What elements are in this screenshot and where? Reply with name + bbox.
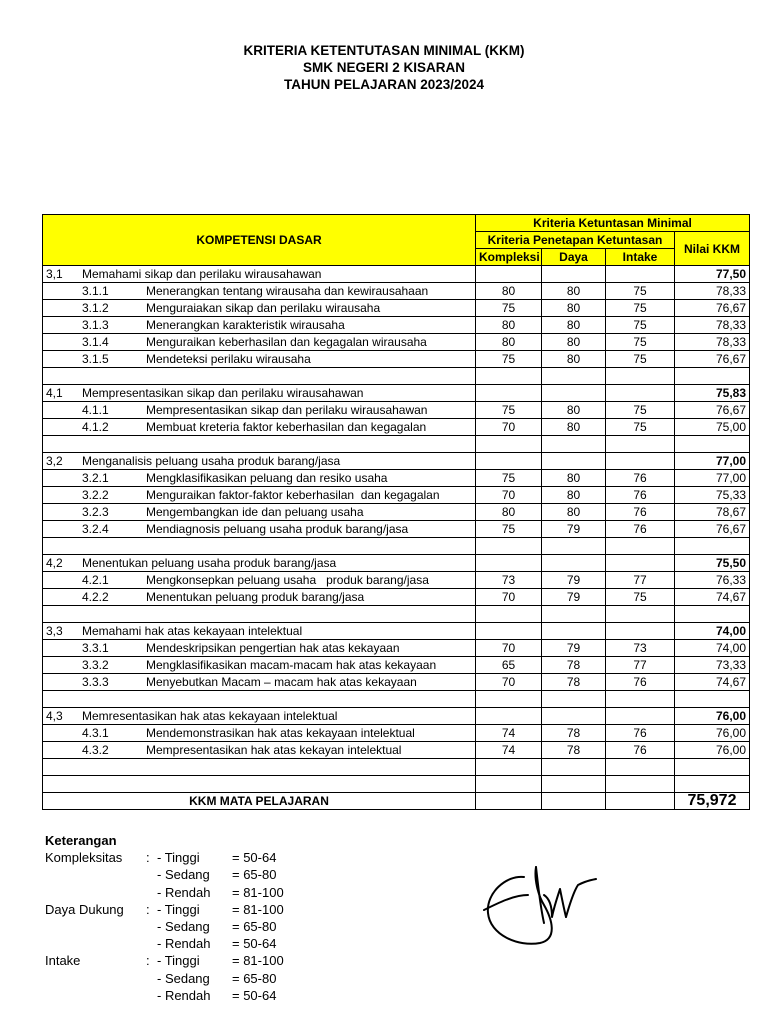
school-year: TAHUN PELAJARAN 2023/2024 [283, 77, 485, 92]
group-row [43, 453, 750, 470]
item-desc: Mempresentasikan sikap dan perilaku wirausahawan [146, 403, 428, 417]
item-number: 3.1.3 [82, 318, 109, 332]
empty-cell [675, 538, 750, 555]
intake-value: 75 [606, 419, 675, 436]
group-title: Mempresentasikan sikap dan perilaku wirausahawan [82, 386, 364, 400]
group-number: 3,3 [46, 624, 63, 638]
empty-cell [606, 368, 675, 385]
empty-cell [542, 266, 606, 283]
table-row [43, 334, 750, 351]
item-cell [43, 419, 476, 436]
item-cell [43, 402, 476, 419]
kompleksi-value: 75 [476, 402, 542, 419]
kompleksi-value: 65 [476, 657, 542, 674]
item-cell [43, 725, 476, 742]
kompleksi-value: 70 [476, 419, 542, 436]
table-row [43, 742, 750, 759]
kompleksi-value: 70 [476, 487, 542, 504]
group-title: Menentukan peluang usaha produk barang/jasa [82, 556, 337, 570]
table-row [43, 589, 750, 606]
empty-cell [606, 436, 675, 453]
empty-cell [542, 555, 606, 572]
item-number: 4.2.1 [82, 573, 109, 587]
item-cell [43, 504, 476, 521]
intake-value: 77 [606, 572, 675, 589]
signature [478, 855, 608, 960]
item-cell [43, 589, 476, 606]
table-row [43, 725, 750, 742]
blank-row [43, 759, 750, 776]
empty-cell [476, 623, 542, 640]
item-number: 3.1.2 [82, 301, 109, 315]
empty-cell [675, 759, 750, 776]
nilai-kkm-value: 78,33 [675, 317, 750, 334]
blank-row [43, 776, 750, 793]
empty-cell [542, 385, 606, 402]
group-number: 3,2 [46, 454, 63, 468]
keterangan-colon: : [146, 953, 150, 969]
empty-cell [476, 266, 542, 283]
item-desc: Mendeteksi perilaku wirausaha [146, 352, 311, 366]
item-number: 3.3.2 [82, 658, 109, 672]
empty-cell [476, 555, 542, 572]
daya-value: 79 [542, 521, 606, 538]
item-desc: Mendeskripsikan pengertian hak atas kekayaan [146, 641, 400, 655]
item-desc: Mempresentasikan hak atas kekayan intelektual [146, 743, 402, 757]
nilai-kkm-value: 77,00 [675, 470, 750, 487]
kompleksi-value: 75 [476, 521, 542, 538]
item-desc: Menentukan peluang produk barang/jasa [146, 590, 365, 604]
header-kriteria: Kriteria Ketuntasan Minimal [476, 215, 750, 232]
header-penetapan: Kriteria Penetapan Ketuntasan [476, 232, 675, 249]
intake-value: 76 [606, 504, 675, 521]
table-row [43, 283, 750, 300]
kompleksi-value: 80 [476, 504, 542, 521]
header-intake: Intake [606, 249, 675, 266]
empty-cell [606, 538, 675, 555]
group-kkm: 76,00 [675, 708, 750, 725]
kompleksi-value: 70 [476, 640, 542, 657]
daya-value: 79 [542, 589, 606, 606]
nilai-kkm-value: 78,33 [675, 283, 750, 300]
empty-cell [476, 759, 542, 776]
nilai-kkm-value: 76,67 [675, 300, 750, 317]
empty-cell [606, 606, 675, 623]
daya-value: 80 [542, 351, 606, 368]
daya-value: 79 [542, 572, 606, 589]
empty-cell [542, 623, 606, 640]
kkm-mapel-value: 75,972 [675, 793, 750, 810]
keterangan-level: - Rendah [157, 884, 211, 900]
keterangan-range: = 81-100 [232, 901, 284, 917]
item-desc: Mendiagnosis peluang usaha produk barang/jasa [146, 522, 409, 536]
keterangan-level: - Tinggi [157, 901, 200, 917]
item-cell [43, 317, 476, 334]
intake-value: 76 [606, 521, 675, 538]
intake-value: 75 [606, 300, 675, 317]
empty-cell [675, 691, 750, 708]
intake-value: 76 [606, 725, 675, 742]
keterangan-level: - Sedang [157, 970, 210, 986]
keterangan-level: - Sedang [157, 918, 210, 934]
empty-cell [476, 606, 542, 623]
daya-value: 78 [542, 657, 606, 674]
daya-value: 80 [542, 470, 606, 487]
daya-value: 80 [542, 419, 606, 436]
table-row [43, 487, 750, 504]
item-number: 4.1.2 [82, 420, 109, 434]
empty-cell [43, 436, 476, 453]
item-number: 4.2.2 [82, 590, 109, 604]
keterangan-colon: : [146, 901, 150, 917]
doc-title: KRITERIA KETENTUTASAN MINIMAL (KKM) [243, 43, 525, 58]
keterangan-level: - Rendah [157, 987, 211, 1003]
group-title: Memahami sikap dan perilaku wirausahawan [82, 267, 322, 281]
daya-value: 80 [542, 402, 606, 419]
item-cell [43, 334, 476, 351]
empty-cell [606, 691, 675, 708]
empty-cell [542, 759, 606, 776]
group-row [43, 623, 750, 640]
item-cell [43, 283, 476, 300]
keterangan-label: Kompleksitas [45, 850, 123, 866]
group-number: 4,3 [46, 709, 63, 723]
intake-value: 75 [606, 589, 675, 606]
item-desc: Menerangkan karakteristik wirausaha [146, 318, 345, 332]
kompleksi-value: 80 [476, 334, 542, 351]
empty-cell [476, 538, 542, 555]
empty-cell [606, 708, 675, 725]
table-row [43, 521, 750, 538]
empty-cell [542, 368, 606, 385]
kkm-table [42, 214, 750, 810]
header-kompleksi: Kompleksi [476, 249, 542, 266]
keterangan-level: - Tinggi [157, 953, 200, 969]
daya-value: 80 [542, 300, 606, 317]
empty-cell [476, 691, 542, 708]
empty-cell [43, 368, 476, 385]
group-cell [43, 623, 476, 640]
item-number: 3.2.3 [82, 505, 109, 519]
empty-cell [542, 708, 606, 725]
table-row [43, 317, 750, 334]
keterangan-colon: : [146, 850, 150, 866]
item-number: 3.2.1 [82, 471, 109, 485]
nilai-kkm-value: 76,67 [675, 521, 750, 538]
keterangan-level: - Tinggi [157, 850, 200, 866]
empty-cell [476, 708, 542, 725]
empty-cell [606, 623, 675, 640]
keterangan-label: Daya Dukung [45, 901, 124, 917]
group-row [43, 708, 750, 725]
table-row [43, 300, 750, 317]
group-row [43, 266, 750, 283]
item-cell [43, 640, 476, 657]
item-cell [43, 742, 476, 759]
keterangan-range: = 81-100 [232, 953, 284, 969]
empty-cell [542, 538, 606, 555]
nilai-kkm-value: 76,67 [675, 351, 750, 368]
kompleksi-value: 70 [476, 589, 542, 606]
intake-value: 75 [606, 402, 675, 419]
nilai-kkm-value: 74,00 [675, 640, 750, 657]
empty-cell [43, 759, 476, 776]
kompleksi-value: 75 [476, 470, 542, 487]
table-row [43, 419, 750, 436]
nilai-kkm-value: 73,33 [675, 657, 750, 674]
item-desc: Menguraikan keberhasilan dan kegagalan wirausaha [146, 335, 427, 349]
daya-value: 80 [542, 283, 606, 300]
empty-cell [476, 368, 542, 385]
empty-cell [542, 776, 606, 793]
intake-value: 77 [606, 657, 675, 674]
blank-row [43, 368, 750, 385]
empty-cell [606, 555, 675, 572]
daya-value: 80 [542, 334, 606, 351]
kompleksi-value: 80 [476, 283, 542, 300]
empty-cell [43, 538, 476, 555]
table-row [43, 470, 750, 487]
school-name: SMK NEGERI 2 KISARAN [302, 60, 466, 75]
item-number: 3.3.3 [82, 675, 109, 689]
table-row [43, 402, 750, 419]
table-row [43, 351, 750, 368]
item-cell [43, 674, 476, 691]
blank-row [43, 436, 750, 453]
item-desc: Menyebutkan Macam – macam hak atas kekayaan [146, 675, 417, 689]
group-kkm: 75,50 [675, 555, 750, 572]
empty-cell [542, 606, 606, 623]
item-number: 3.2.4 [82, 522, 109, 536]
item-number: 4.3.2 [82, 743, 109, 757]
intake-value: 76 [606, 674, 675, 691]
item-cell [43, 351, 476, 368]
empty-cell [43, 691, 476, 708]
empty-cell [675, 606, 750, 623]
group-title: Menganalisis peluang usaha produk barang/jasa [82, 454, 341, 468]
empty-cell [542, 691, 606, 708]
keterangan-range: = 50-64 [232, 987, 277, 1003]
empty-cell [606, 759, 675, 776]
keterangan-range: = 50-64 [232, 850, 277, 866]
item-cell [43, 572, 476, 589]
item-desc: Menerangkan tentang wirausaha dan kewirausahaan [146, 284, 429, 298]
daya-value: 79 [542, 640, 606, 657]
nilai-kkm-value: 76,00 [675, 725, 750, 742]
intake-value: 75 [606, 317, 675, 334]
item-desc: Mendemonstrasikan hak atas kekayaan intelektual [146, 726, 415, 740]
intake-value: 76 [606, 470, 675, 487]
nilai-kkm-value: 76,67 [675, 402, 750, 419]
item-desc: Membuat kreteria faktor keberhasilan dan kegagalan [146, 420, 427, 434]
kkm-table-body [43, 266, 750, 793]
empty-cell [606, 776, 675, 793]
group-cell [43, 555, 476, 572]
kkm-mapel-label: KKM MATA PELAJARAN [43, 793, 476, 810]
item-desc: Mengklasifikasikan macam-macam hak atas kekayaan [146, 658, 437, 672]
nilai-kkm-value: 75,00 [675, 419, 750, 436]
group-row [43, 555, 750, 572]
nilai-kkm-value: 74,67 [675, 589, 750, 606]
blank-row [43, 691, 750, 708]
nilai-kkm-value: 76,00 [675, 742, 750, 759]
header-nilai-kkm: Nilai KKM [675, 232, 750, 266]
empty-cell [606, 385, 675, 402]
keterangan-range: = 81-100 [232, 884, 284, 900]
kompleksi-value: 80 [476, 317, 542, 334]
nilai-kkm-value: 76,33 [675, 572, 750, 589]
keterangan-label: Intake [45, 953, 81, 969]
item-number: 3.1.5 [82, 352, 109, 366]
group-title: Memresentasikan hak atas kekayaan intelektual [82, 709, 338, 723]
table-row [43, 640, 750, 657]
group-cell [43, 708, 476, 725]
item-cell [43, 521, 476, 538]
group-number: 4,2 [46, 556, 63, 570]
kompleksi-value: 75 [476, 300, 542, 317]
item-desc: Mengkonsepkan peluang usaha produk barang/jasa [146, 573, 429, 587]
intake-value: 75 [606, 351, 675, 368]
group-cell [43, 453, 476, 470]
empty-cell [476, 385, 542, 402]
item-number: 3.3.1 [82, 641, 109, 655]
table-row [43, 674, 750, 691]
keterangan-range: = 65-80 [232, 918, 277, 934]
empty-cell [476, 776, 542, 793]
daya-value: 80 [542, 487, 606, 504]
kompleksi-value: 74 [476, 725, 542, 742]
kompleksi-value: 75 [476, 351, 542, 368]
header-daya: Daya [542, 249, 606, 266]
empty-cell [476, 453, 542, 470]
table-row [43, 504, 750, 521]
empty-cell [542, 436, 606, 453]
item-cell [43, 487, 476, 504]
intake-value: 76 [606, 487, 675, 504]
group-title: Memahami hak atas kekayaan intelektual [82, 624, 303, 638]
group-kkm: 74,00 [675, 623, 750, 640]
empty-cell [675, 436, 750, 453]
daya-value: 80 [542, 317, 606, 334]
keterangan-level: - Rendah [157, 936, 211, 952]
intake-value: 76 [606, 742, 675, 759]
header-kompetensi: KOMPETENSI DASAR [43, 215, 476, 266]
empty-cell [606, 453, 675, 470]
item-number: 3.2.2 [82, 488, 109, 502]
group-cell [43, 266, 476, 283]
group-row [43, 385, 750, 402]
nilai-kkm-value: 78,33 [675, 334, 750, 351]
keterangan-title: Keterangan [45, 833, 117, 848]
daya-value: 78 [542, 674, 606, 691]
daya-value: 80 [542, 504, 606, 521]
group-kkm: 77,50 [675, 266, 750, 283]
group-kkm: 77,00 [675, 453, 750, 470]
group-number: 4,1 [46, 386, 63, 400]
keterangan-range: = 65-80 [232, 970, 277, 986]
kompleksi-value: 73 [476, 572, 542, 589]
item-desc: Menguraikan faktor-faktor keberhasilan dan kegagalan [146, 488, 440, 502]
item-desc: Mengembangkan ide dan peluang usaha [146, 505, 364, 519]
intake-value: 75 [606, 334, 675, 351]
table-row [43, 572, 750, 589]
item-cell [43, 657, 476, 674]
group-kkm: 75,83 [675, 385, 750, 402]
group-cell [43, 385, 476, 402]
empty-cell [606, 266, 675, 283]
table-row [43, 657, 750, 674]
nilai-kkm-value: 75,33 [675, 487, 750, 504]
kompleksi-value: 70 [476, 674, 542, 691]
blank-row [43, 538, 750, 555]
empty-cell [476, 436, 542, 453]
item-cell [43, 470, 476, 487]
intake-value: 75 [606, 283, 675, 300]
nilai-kkm-value: 74,67 [675, 674, 750, 691]
item-number: 3.1.1 [82, 284, 109, 298]
item-cell [43, 300, 476, 317]
blank-row [43, 606, 750, 623]
kompleksi-value: 74 [476, 742, 542, 759]
keterangan-level: - Sedang [157, 867, 210, 883]
item-desc: Mengklasifikasikan peluang dan resiko usaha [146, 471, 388, 485]
intake-value: 73 [606, 640, 675, 657]
empty-cell [675, 368, 750, 385]
empty-cell [542, 453, 606, 470]
empty-cell [675, 776, 750, 793]
daya-value: 78 [542, 725, 606, 742]
empty-cell [43, 776, 476, 793]
item-number: 4.1.1 [82, 403, 109, 417]
group-number: 3,1 [46, 267, 63, 281]
empty-cell [43, 606, 476, 623]
nilai-kkm-value: 78,67 [675, 504, 750, 521]
item-number: 3.1.4 [82, 335, 109, 349]
item-desc: Menguraiakan sikap dan perilaku wirausaha [146, 301, 381, 315]
keterangan-range: = 65-80 [232, 867, 277, 883]
keterangan-range: = 50-64 [232, 936, 277, 952]
daya-value: 78 [542, 742, 606, 759]
item-number: 4.3.1 [82, 726, 109, 740]
